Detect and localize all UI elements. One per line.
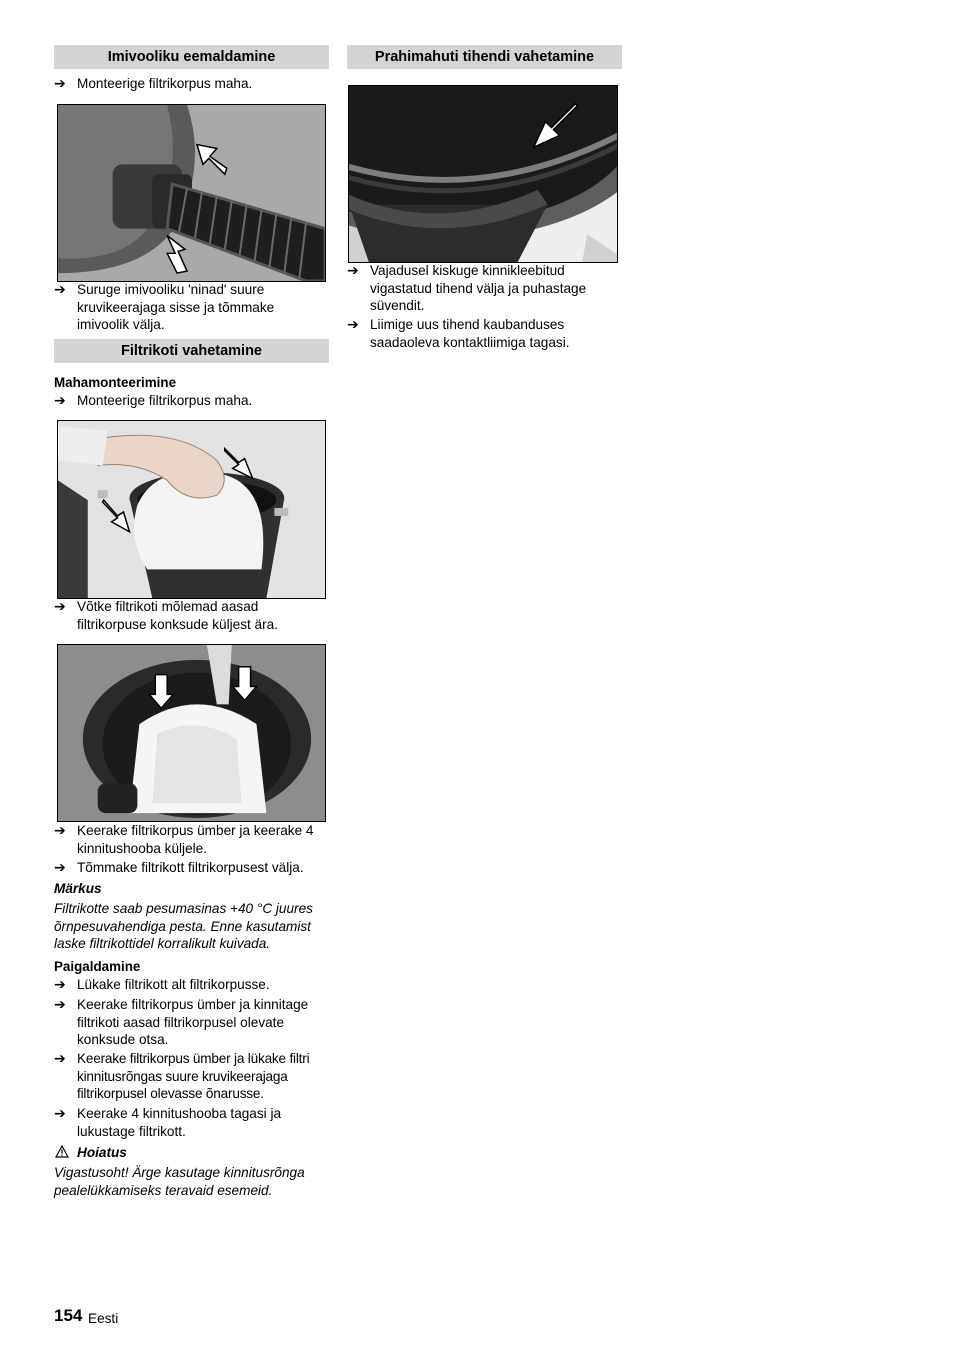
step-text: Monteerige filtrikorpus maha.: [77, 76, 253, 91]
step-item: [54, 598, 329, 633]
subheading-installation: Paigaldamine: [54, 959, 141, 974]
step-item: [347, 316, 622, 351]
subheading-removal: Mahamonteerimine: [54, 375, 177, 390]
step-item: [54, 859, 329, 877]
step-text: Keerake filtrikorpus ümber ja keerake 4 kinnitushooba küljele.: [77, 823, 314, 856]
step-text: Liimige uus tihend kaubanduses saadaoleva kontaktliimiga tagasi.: [370, 317, 570, 350]
step-item: [54, 1105, 329, 1140]
warning-text: Vigastusoht! Ärge kasutage kinnitusrõnga pealelükkamiseks teravaid esemeid.: [54, 1165, 305, 1198]
step-item: [347, 262, 622, 315]
arrow-right-icon: ➔: [54, 822, 66, 838]
page-language: Eesti: [88, 1311, 119, 1326]
step-text: Lükake filtrikott alt filtrikorpusse.: [77, 977, 270, 992]
section-title-hose-removal: Imivooliku eemaldamine: [54, 45, 329, 69]
arrow-right-icon: ➔: [54, 859, 66, 875]
note-title: Märkus: [54, 881, 102, 896]
step-text: Võtke filtrikoti mõlemad aasad filtrikorpuse konksude küljest ära.: [77, 599, 278, 632]
step-text: Vajadusel kiskuge kinnikleebitud vigastatud tihend välja ja puhastage süvendit.: [370, 263, 587, 313]
arrow-right-icon: ➔: [54, 75, 66, 91]
step-text: Suruge imivooliku 'ninad' suure kruvikeerajaga sisse ja tõmmake imivoolik välja.: [77, 282, 275, 332]
photo-filter-housing-levers: [57, 644, 326, 822]
step-text: Monteerige filtrikorpus maha.: [77, 393, 253, 408]
photo-filter-housing-hooks: [57, 420, 326, 599]
section-title-gasket-replacement: Prahimahuti tihendi vahetamine: [347, 45, 622, 69]
section-title-filter-bag: Filtrikoti vahetamine: [54, 339, 329, 363]
arrow-right-icon: ➔: [54, 1105, 66, 1121]
arrow-right-icon: ➔: [54, 598, 66, 614]
warning-title: Hoiatus: [77, 1145, 127, 1160]
step-item: [54, 976, 329, 994]
arrow-right-icon: ➔: [347, 262, 359, 278]
step-item: [54, 822, 329, 857]
arrow-right-icon: ➔: [54, 281, 66, 297]
step-item: [54, 281, 329, 334]
step-text: Keerake filtrikorpus ümber ja lükake filtri kinnitusrõngas suure kruvikeerajaga filtrikorpusel olevasse õnarusse.: [77, 1051, 310, 1101]
step-item: [54, 1050, 329, 1103]
step-item: [54, 75, 329, 93]
page-number: 154: [54, 1306, 83, 1325]
arrow-right-icon: ➔: [54, 1050, 66, 1066]
arrow-right-icon: ➔: [54, 392, 66, 408]
step-text: Keerake 4 kinnitushooba tagasi ja lukustage filtrikott.: [77, 1106, 282, 1139]
step-text: Keerake filtrikorpus ümber ja kinnitage filtrikoti aasad filtrikorpusel olevate konksude otsa.: [77, 997, 309, 1047]
step-text: Tõmmake filtrikott filtrikorpusest välja.: [77, 860, 304, 875]
arrow-right-icon: ➔: [347, 316, 359, 332]
note-text: Filtrikotte saab pesumasinas +40 °C juures õrnpesuvahendiga pesta. Enne kasutamist laske filtrikottidel korralikult kuivada.: [54, 901, 313, 951]
step-item: [54, 996, 329, 1049]
photo-container-gasket: [348, 85, 618, 263]
warning-triangle-icon: [55, 1145, 69, 1158]
step-item: [54, 392, 329, 410]
photo-hose-connection: [57, 104, 326, 282]
arrow-right-icon: ➔: [54, 996, 66, 1012]
arrow-right-icon: ➔: [54, 976, 66, 992]
